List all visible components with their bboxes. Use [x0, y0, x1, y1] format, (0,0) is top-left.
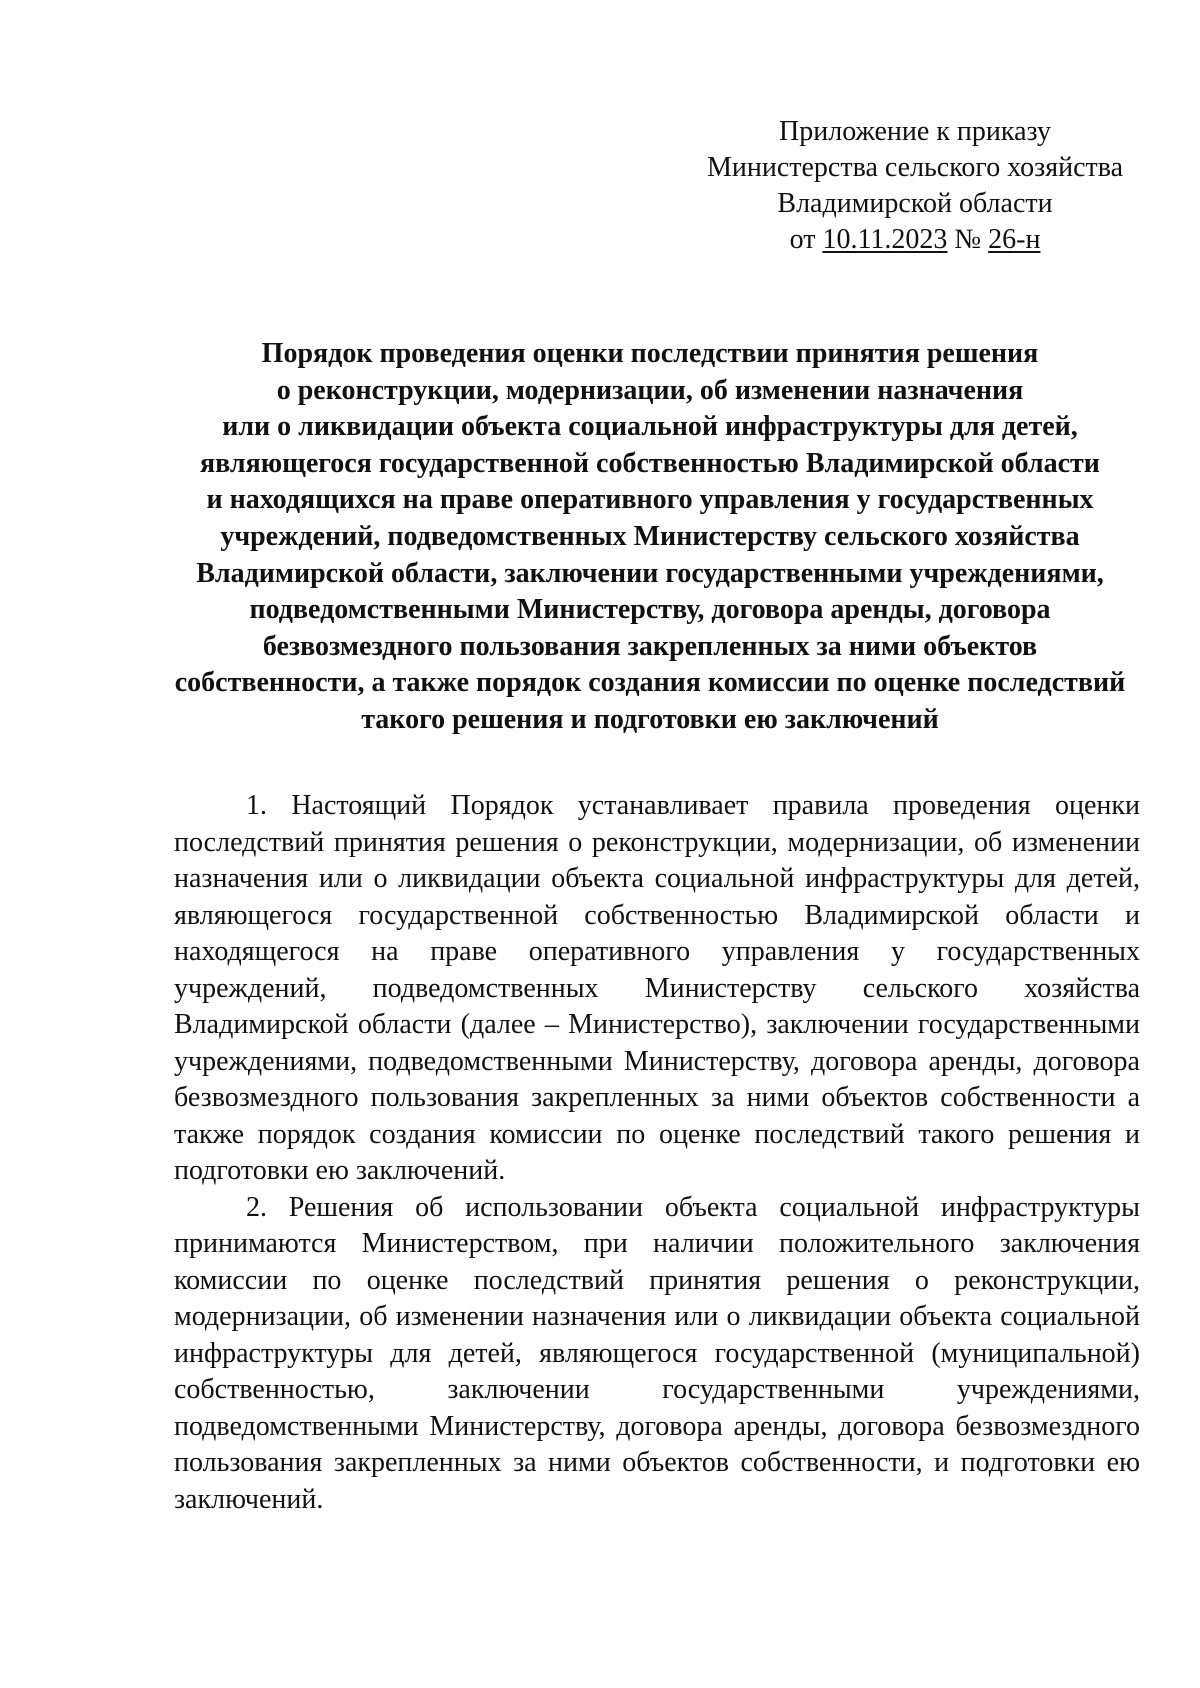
- appendix-line-3: Владимирской области: [777, 188, 1053, 219]
- title-line: собственности, а также порядок создания комиссии по оценке последствий: [174, 667, 1126, 699]
- paragraph-2: 2. Решения об использовании объекта социальной инфраструктуры принимаются Министерством, при наличии положительного заключения комиссии по оценке последствий принятия решения о реконструкции, модернизации, об изменении назначения или о ликвидации объекта социальной инфраструктуры для детей, являющегося государственной (муниципальной) собственностью, заключении государственными учреждениями, подведомственными Министерству, договора аренды, договора безвозмездного пользования закрепленных за ними объектов собственности, и подготовки ею заключений.: [174, 1191, 1140, 1515]
- title-line: являющегося государственной собственностью Владимирской области: [200, 447, 1100, 479]
- appendix-line-2: Министерства сельского хозяйства: [706, 152, 1124, 183]
- title-line: о реконструкции, модернизации, об изменении назначения: [276, 374, 1024, 406]
- title-line: подведомственными Министерству, договора аренды, договора: [249, 594, 1051, 626]
- appendix-line-1: Приложение к приказу: [779, 116, 1051, 147]
- date-prefix: от: [789, 224, 816, 255]
- title-line: учреждений, подведомственных Министерству сельского хозяйства: [220, 520, 1080, 552]
- title-line: и находящихся на праве оперативного управления у государственных: [206, 484, 1094, 516]
- order-date: 10.11.2023: [822, 224, 948, 255]
- appendix-date-line: [700, 222, 1130, 258]
- paragraph-1: 1. Настоящий Порядок устанавливает правила проведения оценки последствий принятия решения о реконструкции, модернизации, об изменении назначения или о ликвидации объекта социальной инфраструктуры для детей, являющегося государственной собственностью Владимирской области и находящегося на праве оперативного управления у государственных учреждений, подведомственных Министерству сельского хозяйства Владимирской области (далее – Министерство), заключении государственными учреждениями, подведомственными Министерству, договора аренды, договора безвозмездного пользования закрепленных за ними объектов собственности а также порядок создания комиссии по оценке последствий такого решения и подготовки ею заключений.: [174, 790, 1140, 1186]
- title-line: безвозмездного пользования закрепленных за ними объектов: [262, 630, 1038, 662]
- appendix-header: [700, 114, 1130, 258]
- title-line: такого решения и подготовки ею заключений: [361, 703, 939, 735]
- title-line: или о ликвидации объекта социальной инфраструктуры для детей,: [222, 411, 1078, 443]
- number-sign: №: [954, 224, 982, 255]
- title-line: Владимирской области, заключении государственными учреждениями,: [196, 557, 1104, 589]
- order-number: 26-н: [988, 224, 1041, 255]
- document-body: [174, 788, 1140, 1518]
- title-line: Порядок проведения оценки последствии принятия решения: [261, 338, 1039, 369]
- document-title: [150, 336, 1150, 739]
